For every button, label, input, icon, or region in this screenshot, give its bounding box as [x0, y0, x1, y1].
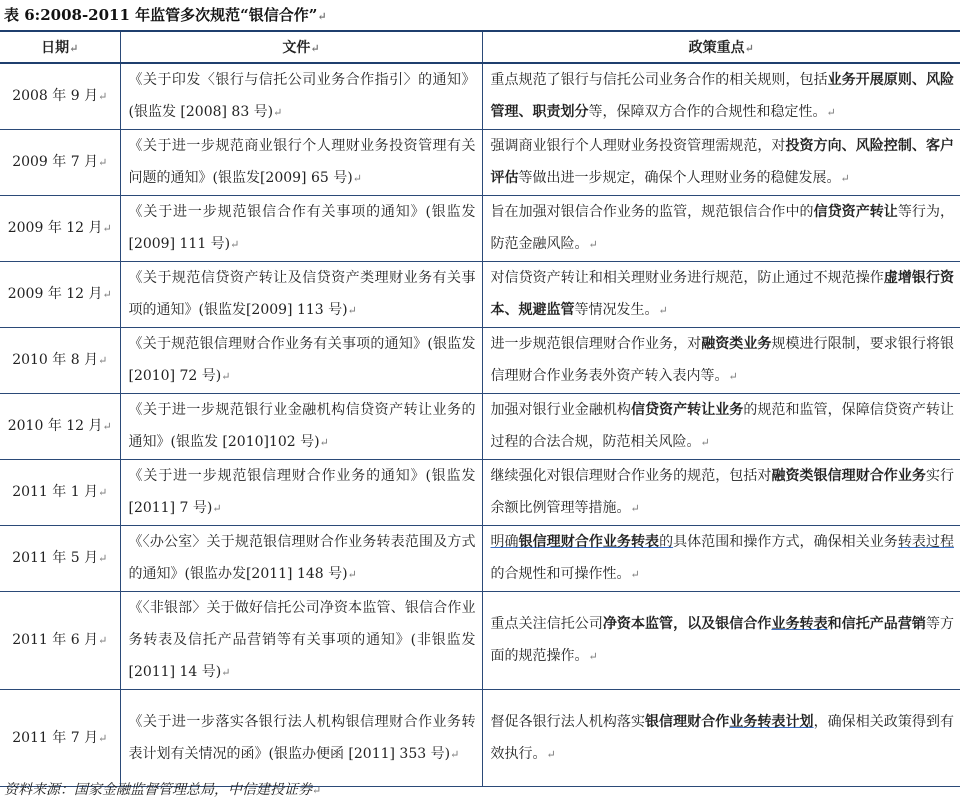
date-cell: 2009 年 12 月↵: [0, 262, 120, 328]
policy-text-segment: 加强对银行业金融机构: [490, 402, 631, 418]
policy-text-segment: 的规范和监管，保障信贷资产转让过程的合法合规，防范相关风险。: [490, 402, 954, 450]
policy-cell: [482, 394, 960, 460]
table-row: [0, 328, 960, 394]
table-row: [0, 196, 960, 262]
policy-text-segment: 融资类业务: [701, 336, 772, 352]
date-cell: 2011 年 5 月↵: [0, 526, 120, 592]
policy-text-segment: 银信理财合作: [645, 713, 730, 730]
date-cell: 2009 年 7 月↵: [0, 130, 120, 196]
table-header-row: [0, 31, 960, 63]
date-cell: 2011 年 7 月↵: [0, 690, 120, 787]
policy-text-segment: 转表过程: [897, 534, 954, 550]
policy-cell: [482, 592, 960, 690]
policy-text-segment: 实行余额比例管理等措施。: [490, 468, 954, 516]
document-cell: 《〈非银部〉关于做好信托公司净资本监管、银信合作业务转表及信托产品营销等有关事项的通知》(非银监发 [2011] 14 号)↵: [120, 592, 482, 690]
policy-table: [0, 30, 960, 787]
policy-text-segment: 进一步规范银信理财合作业务，对: [490, 336, 702, 352]
policy-text-segment: 等行为，防范金融风险。: [490, 204, 954, 252]
document-cell: 《〈办公室〉关于规范银信理财合作业务转表范围及方式的通知》(银监办发[2011] 148 号)↵: [120, 526, 482, 592]
policy-cell: [482, 690, 960, 787]
policy-text-segment: ，以及银信合作: [673, 616, 772, 632]
table-row: [0, 394, 960, 460]
policy-text-segment: 信贷资产转让: [813, 204, 898, 220]
date-cell: 2010 年 12 月↵: [0, 394, 120, 460]
document-cell: 《关于进一步规范银行业金融机构信贷资产转让业务的通知》(银监发 [2010]102 号)↵: [120, 394, 482, 460]
policy-text-segment: ，确保相关政策得到有效执行。: [490, 713, 954, 762]
document-cell: 《关于进一步规范银信合作有关事项的通知》(银监发 [2009] 111 号)↵: [120, 196, 482, 262]
paragraph-mark: ↵: [588, 238, 598, 251]
date-cell: 2008 年 9 月↵: [0, 63, 120, 130]
policy-text-segment: 虚增银行资本、规避监管: [490, 270, 954, 318]
source-note: 资料来源：国家金融监督管理总局，中信建投证券↵: [4, 782, 322, 798]
table-row: [0, 262, 960, 328]
paragraph-mark: ↵: [840, 172, 850, 185]
policy-text-segment: 等情况发生。: [574, 302, 659, 318]
paragraph-mark: ↵: [630, 568, 640, 581]
document-cell: 《关于规范信贷资产转让及信贷资产类理财业务有关事项的通知》(银监发[2009] 113 号)↵: [120, 262, 482, 328]
policy-text-segment: 的: [659, 534, 674, 550]
policy-cell: [482, 328, 960, 394]
policy-cell: [482, 196, 960, 262]
policy-text-segment: 净资本监管: [602, 616, 674, 632]
table-row: [0, 63, 960, 130]
header-policy: 政策重点↵: [482, 31, 960, 63]
paragraph-mark: ↵: [728, 370, 738, 383]
table-row: [0, 130, 960, 196]
paragraph-mark: ↵: [546, 747, 556, 761]
paragraph-mark: ↵: [630, 502, 640, 515]
policy-text-segment: 融资类银信理财合作业务: [771, 468, 926, 484]
policy-cell: [482, 526, 960, 592]
table-caption: 表 6:2008-2011 年监管多次规范“银信合作”↵: [4, 6, 327, 24]
policy-cell: [482, 460, 960, 526]
policy-text-segment: 旨在加强对银信合作业务的监管，规范银信合作中的: [490, 204, 814, 220]
policy-text-segment: 重点关注信托公司: [490, 616, 603, 632]
policy-cell: [482, 63, 960, 130]
document-cell: 《关于进一步规范银信理财合作业务的通知》(银监发 [2011] 7 号)↵: [120, 460, 482, 526]
policy-text-segment: 银信理财合作业务转表: [518, 534, 660, 550]
table-row: [0, 460, 960, 526]
date-cell: 2011 年 6 月↵: [0, 592, 120, 690]
policy-text-segment: 明确: [490, 534, 519, 550]
paragraph-mark: ↵: [826, 106, 836, 119]
paragraph-mark: ↵: [700, 436, 710, 449]
policy-text-segment: 重点规范了银行与信托公司业务合作的相关规则，包括: [490, 72, 828, 88]
policy-text-segment: 对信贷资产转让和相关理财业务进行规范，防止通过不规范操作: [490, 270, 884, 286]
policy-text-segment: 的合规性和可操作性。: [490, 566, 631, 582]
document-cell: 《关于进一步规范商业银行个人理财业务投资管理有关问题的通知》(银监发[2009] 65 号)↵: [120, 130, 482, 196]
policy-text-segment: 等方面的规范操作。: [490, 616, 954, 664]
policy-text-segment: 继续强化对银信理财合作业务的规范，包括对: [490, 468, 772, 484]
table-row: [0, 526, 960, 592]
table-row: [0, 592, 960, 690]
policy-cell: [482, 130, 960, 196]
policy-text-segment: 业务转表: [771, 616, 828, 632]
date-cell: 2010 年 8 月↵: [0, 328, 120, 394]
document-cell: 《关于进一步落实各银行法人机构银信理财合作业务转表计划有关情况的函》(银监办便函 [2011] 353 号)↵: [120, 690, 482, 787]
header-document: 文件↵: [120, 31, 482, 63]
policy-text-segment: 强调商业银行个人理财业务投资管理需规范，对: [490, 138, 786, 154]
policy-text-segment: 等，保障双方合作的合规性和稳定性。: [588, 104, 827, 120]
date-cell: 2011 年 1 月↵: [0, 460, 120, 526]
document-cell: 《关于规范银信理财合作业务有关事项的通知》(银监发 [2010] 72 号)↵: [120, 328, 482, 394]
policy-text-segment: 业务转表计划: [729, 713, 814, 730]
table-row: [0, 690, 960, 787]
policy-text-segment: 规模进行限制，要求银行将银信理财合作业务表外资产转入表内等。: [490, 336, 954, 384]
header-date: 日期↵: [0, 31, 120, 63]
document-cell: 《关于印发〈银行与信托公司业务合作指引〉的通知》(银监发 [2008] 83 号)↵: [120, 63, 482, 130]
table-body: [0, 63, 960, 787]
paragraph-mark: ↵: [658, 304, 668, 317]
policy-cell: [482, 262, 960, 328]
policy-text-segment: 信贷资产转让业务: [630, 402, 744, 418]
paragraph-mark: ↵: [588, 650, 598, 663]
policy-text-segment: 具体范围和操作方式，确保相关业务: [673, 534, 898, 550]
policy-text-segment: 督促各银行法人机构落实: [490, 713, 646, 730]
policy-text-segment: 投资方向、风险控制、客户评估: [490, 138, 954, 186]
date-cell: 2009 年 12 月↵: [0, 196, 120, 262]
policy-text-segment: 业务开展原则、风险管理、职责划分: [490, 72, 954, 120]
policy-text-segment: 等做出进一步规定，确保个人理财业务的稳健发展。: [518, 170, 841, 186]
policy-text-segment: 和信托产品营销: [827, 616, 926, 632]
